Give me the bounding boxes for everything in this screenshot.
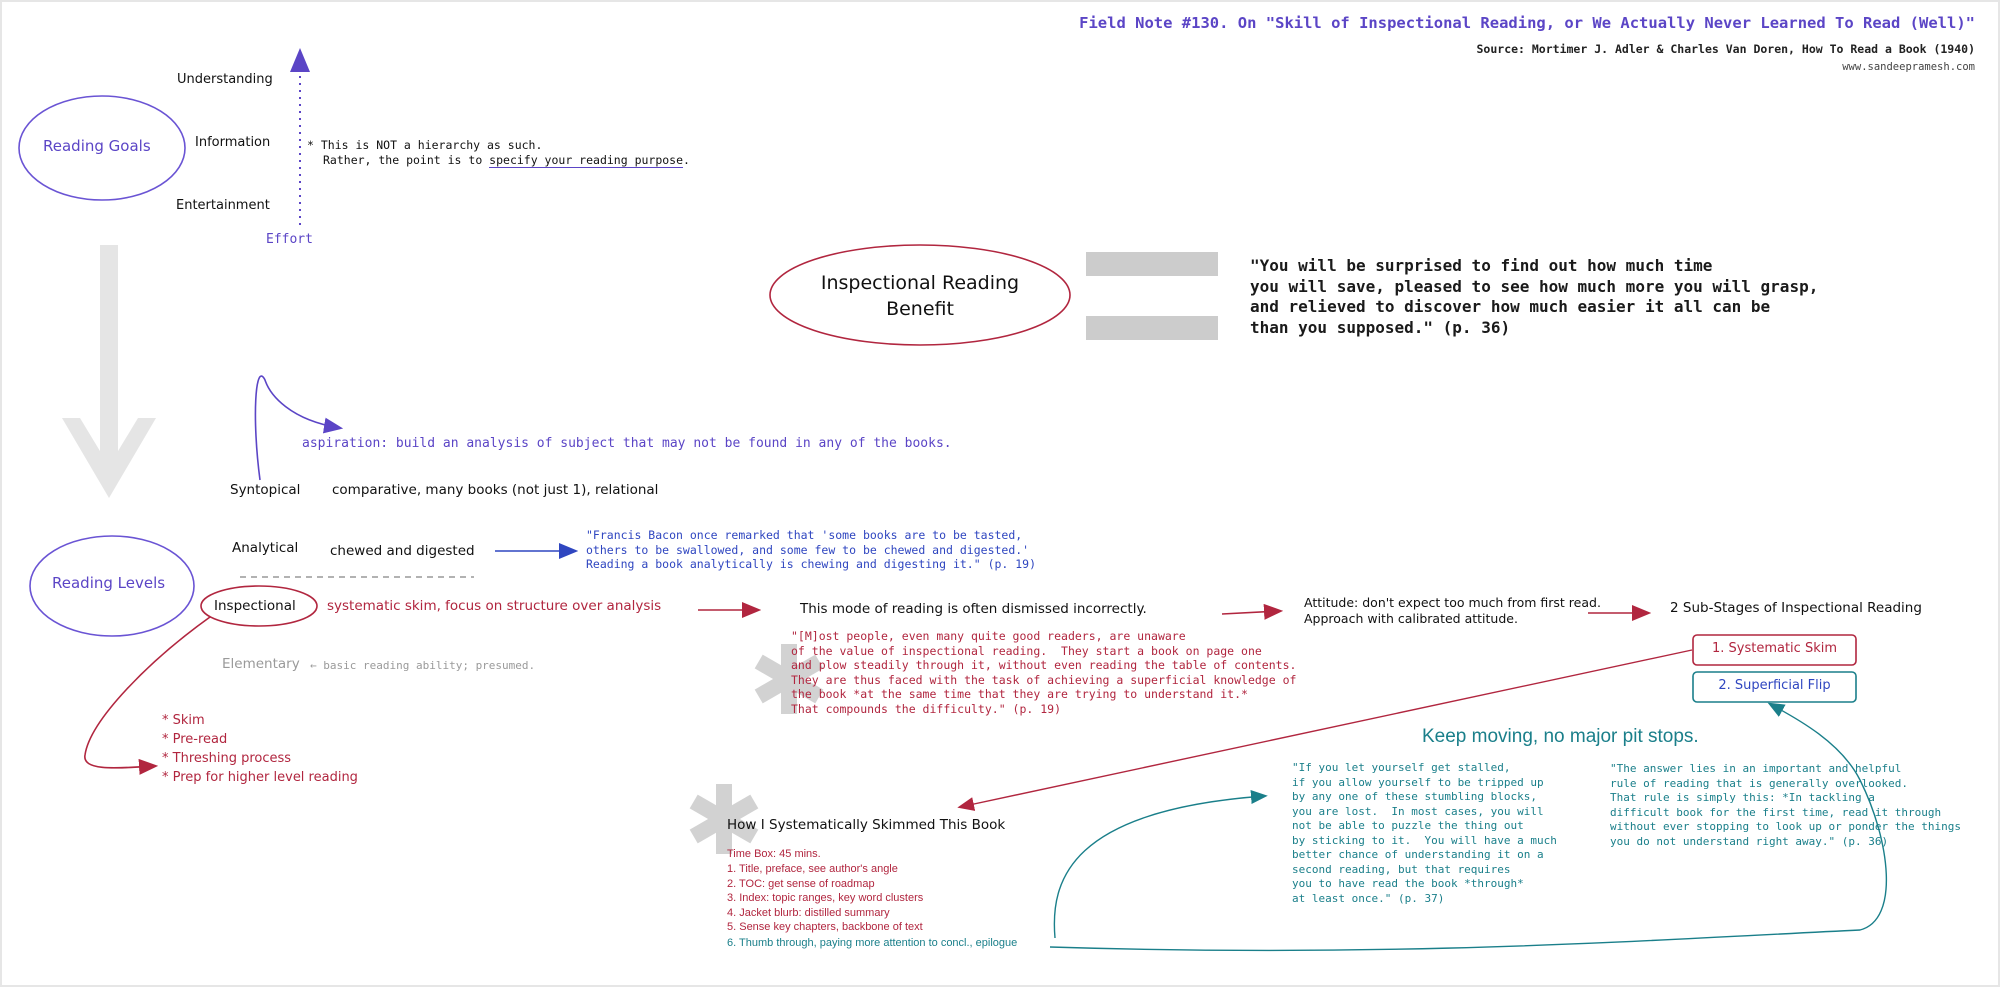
bacon-quote: "Francis Bacon once remarked that 'some books are to be tasted, others to be swallowed, and some few to be chewed and digested.' Reading a book analytically is chewing and digesting it." (p. 19) (586, 528, 1037, 571)
aspiration-note: aspiration: build an analysis of subject that may not be found in any of the books. (302, 436, 952, 451)
substages-title: 2 Sub-Stages of Inspectional Reading (1670, 600, 1922, 616)
bullet-threshing: * Threshing process (162, 751, 292, 766)
website-link[interactable]: www.sandeepramesh.com (1842, 61, 1975, 73)
step6-to-quote-arrow (1054, 796, 1265, 938)
stage-superficial-flip: 2. Superficial Flip (1718, 678, 1831, 693)
skim-step-6: 6. Thumb through, paying more attention to concl., epilogue (727, 937, 1018, 949)
goal-entertainment: Entertainment (176, 198, 270, 213)
aspiration-arrow (255, 376, 340, 480)
goals-note-line1: * This is NOT a hierarchy as such. (307, 138, 543, 152)
goals-note-line2: Rather, the point is to specify your reading purpose. (323, 153, 690, 167)
reading-purpose-highlight: specify your reading purpose (489, 153, 684, 167)
skim-step-2: 2. TOC: get sense of roadmap (727, 877, 875, 890)
syntopical-description: comparative, many books (not just 1), relational (332, 482, 659, 498)
attitude-note: Attitude: don't expect too much from first read. Approach with calibrated attitude. (1304, 595, 1601, 626)
goal-understanding: Understanding (177, 72, 273, 87)
level-syntopical: Syntopical (230, 482, 301, 498)
reading-goals-bubble: Reading Goals (43, 137, 151, 155)
benefit-bubble: Inspectional Reading Benefit (820, 272, 1020, 320)
bullet-pre-read: * Pre-read (162, 732, 228, 747)
inspectional-bullet-list (162, 711, 358, 787)
skim-step-4: 4. Jacket blurb: distilled summary (727, 906, 890, 919)
dismissed-quote: "[M]ost people, even many quite good readers, are unaware of the value of inspectional reading. They start a book on page one and plow steadily through it, without even reading the table of contents. They are thus faced with the task of achieving a superficial knowledge of the book *at the same time that they are trying to understand it.* That compounds the difficulty." (p. 19) (791, 629, 1297, 716)
equals-bar-top (1086, 252, 1218, 276)
bullet-skim: * Skim (162, 713, 205, 728)
down-arrow-shaft (100, 245, 118, 475)
source-citation: Source: Mortimer J. Adler & Charles Van Doren, How To Read a Book (1940) (1476, 42, 1975, 56)
analytical-description: chewed and digested (330, 543, 475, 559)
skim-step-1: 1. Title, preface, see author's angle (727, 863, 898, 875)
skim-steps-list (727, 862, 923, 935)
reading-levels-bubble: Reading Levels (52, 574, 166, 592)
level-inspectional: Inspectional (214, 598, 296, 614)
level-elementary: Elementary (222, 656, 300, 672)
inspectional-description: systematic skim, focus on structure over analysis (327, 598, 662, 614)
bullet-prep: * Prep for higher level reading (162, 770, 358, 785)
elementary-description: ← basic reading ability; presumed. (310, 659, 536, 672)
keep-moving-title: Keep moving, no major pit stops. (1422, 726, 1699, 747)
skim-step-5: 5. Sense key chapters, backbone of text (727, 921, 923, 933)
goal-information: Information (195, 135, 271, 150)
equals-bar-bottom (1086, 316, 1218, 340)
skim-step-3: 3. Index: topic ranges, key word clusters (727, 892, 924, 904)
dismissed-to-attitude-arrow (1222, 611, 1280, 614)
page-title: Field Note #130. On "Skill of Inspectional Reading, or We Actually Never Learned To Read (Well)" (1079, 14, 1975, 32)
stage-systematic-skim: 1. Systematic Skim (1711, 641, 1838, 656)
effort-axis-label: Effort (266, 232, 313, 247)
keep-moving-quote-right: "The answer lies in an important and helpful rule of reading that is generally overlooked. That rule is simply this: *In tackling a difficult book for the first time, read it through without ever stopping to look up or ponder the things you do not understand right away." (p. 36) (1610, 762, 1961, 848)
dismissed-title: This mode of reading is often dismissed incorrectly. (800, 601, 1147, 617)
benefit-quote: "You will be surprised to find out how much time you will save, pleased to see how much more you will grasp, and relieved to discover how much easier it all can be than you supposed." (p. 36) (1250, 256, 1819, 337)
level-analytical: Analytical (232, 540, 299, 556)
skim-title: How I Systematically Skimmed This Book (727, 817, 1006, 833)
keep-moving-quote-left: "If you let yourself get stalled, if you allow yourself to be tripped up by any one of these stumbling blocks, you are lost. In most cases, you will not be able to puzzle the thing out by sticking to it. You will have a much better chance of understanding it on a second reading, but that requires you to have read the book *through* at least once." (p. 37) (1292, 761, 1557, 905)
skim-timebox: Time Box: 45 mins. (727, 848, 821, 860)
